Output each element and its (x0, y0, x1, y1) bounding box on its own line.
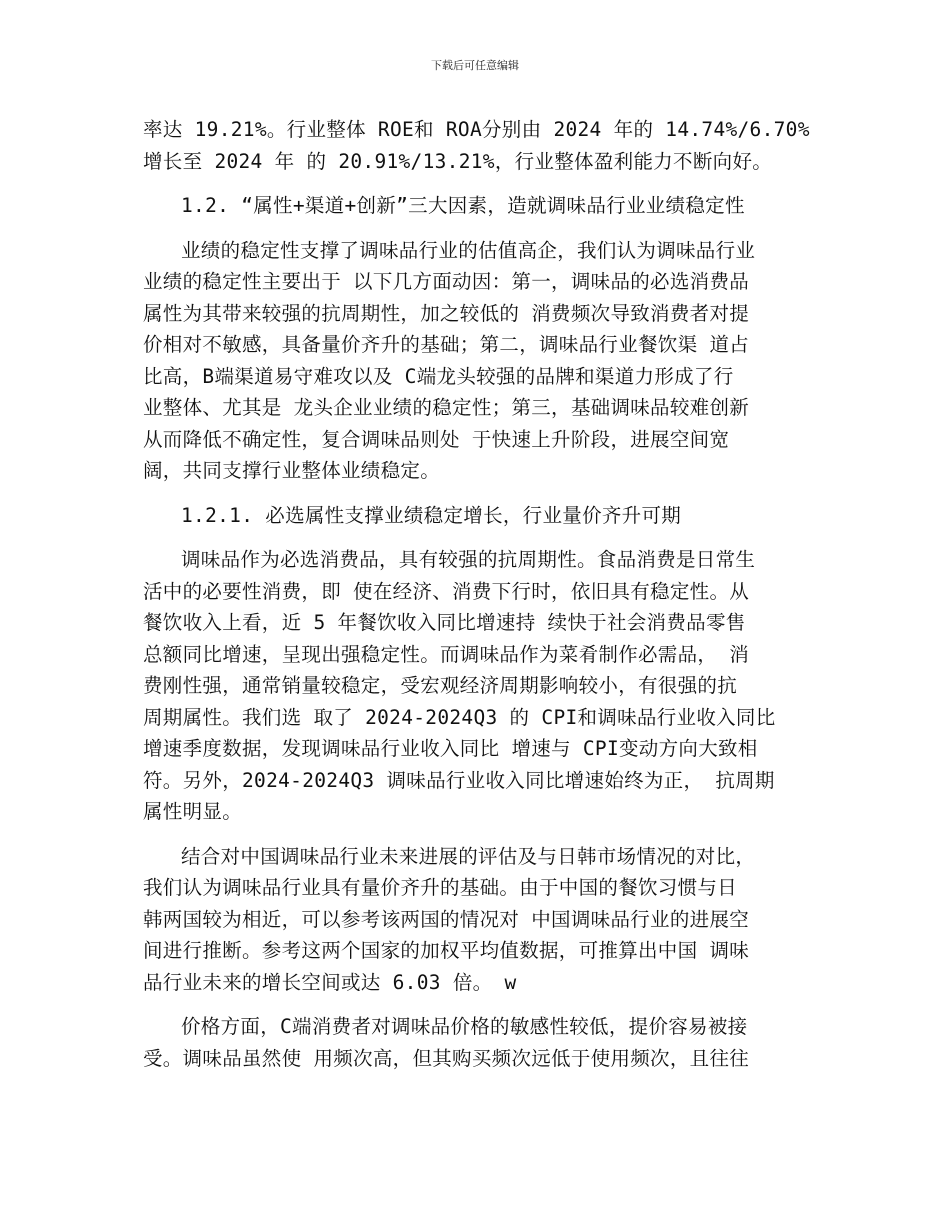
paragraph-p3 (143, 544, 811, 828)
text-line: 结合对中国调味品行业未来进展的评估及与日韩市场情况的对比， (181, 844, 756, 868)
text-line: 增长至 2024 年 的 20.91%/13.21%，行业整体盈利能力不断向好。 (143, 149, 773, 173)
text-line: 1.2. “属性+渠道+创新”三大因素，造就调味品行业业绩稳定性 (181, 194, 745, 217)
paragraph-p2 (143, 235, 811, 487)
text-line: 属性为其带来较强的抗周期性，加之较低的 消费频次导致消费者对提 (143, 301, 750, 325)
paragraph-p4 (143, 841, 811, 999)
page-header: 下载后可任意编辑 (431, 59, 519, 72)
text-line: 1.2.1. 必选属性支撑业绩稳定增长，行业量价齐升可期 (181, 503, 682, 527)
paragraph-p5 (143, 1011, 811, 1074)
text-line: 价格方面，C端消费者对调味品价格的敏感性较低，提价容易被接 (181, 1015, 748, 1038)
text-line: 业整体、尤其是 龙头企业业绩的稳定性；第三，基础调味品较难创新 (143, 396, 750, 419)
text-line: 比高，B端渠道易守难攻以及 C端龙头较强的品牌和渠道力形成了行 (143, 364, 734, 388)
section-heading-h1 (143, 190, 811, 222)
paragraph-p1 (143, 114, 811, 177)
text-line: 增速季度数据，发现调味品行业收入同比 增速与 CPI变动方向大致相 (143, 737, 758, 760)
text-line: 受。调味品虽然使 用频次高，但其购买频次远低于使用频次，且往往 (143, 1046, 750, 1070)
text-line: 率达 19.21%。行业整体 ROE和 ROA分别由 2024 年的 14.74%/6.70% (143, 118, 810, 141)
text-line: 韩两国较为相近，可以参考该两国的情况对 中国调味品行业的进展空 (143, 907, 750, 931)
text-line: 总额同比增速，呈现出强稳定性。而调味品作为菜肴制作必需品， 消 (143, 642, 750, 666)
text-line: 活中的必要性消费，即 使在经济、消费下行时，依旧具有稳定性。从 (143, 579, 750, 603)
text-line: 阔，共同支撑行业整体业绩稳定。 (143, 459, 441, 482)
text-line: 费刚性强，通常销量较稳定，受宏观经济周期影响较小，有很强的抗 (143, 674, 738, 697)
document-body (143, 114, 811, 1087)
section-heading-h2 (143, 500, 811, 532)
text-line: 属性明显。 (143, 800, 243, 823)
text-line: 周期属性。我们选 取了 2024-2024Q3 的 CPI和调味品行业收入同比 (143, 705, 776, 729)
text-line: 从而降低不确定性，复合调味品则处 于快速上升阶段，进展空间宽 (143, 427, 730, 451)
text-line: 业绩的稳定性支撑了调味品行业的估值高企，我们认为调味品行业 (181, 238, 756, 262)
text-line: 品行业未来的增长空间或达 6.03 倍。 w (143, 970, 517, 994)
text-line: 业绩的稳定性主要出于 以下几方面动因：第一，调味品的必选消费品 (143, 270, 750, 293)
text-line: 我们认为调味品行业具有量价齐升的基础。由于中国的餐饮习惯与日 (143, 876, 738, 899)
text-line: 餐饮收入上看，近 5 年餐饮收入同比增速持 续快于社会消费品零售 (143, 611, 746, 634)
text-line: 调味品作为必选消费品，具有较强的抗周期性。食品消费是日常生 (181, 548, 756, 571)
text-line: 间进行推断。参考这两个国家的加权平均值数据，可推算出中国 调味 (143, 939, 750, 962)
text-line: 价相对不敏感，具备量价齐升的基础；第二，调味品行业餐饮渠 道占 (143, 333, 750, 356)
text-line: 符。另外，2024-2024Q3 调味品行业收入同比增速始终为正， 抗周期 (143, 768, 775, 792)
